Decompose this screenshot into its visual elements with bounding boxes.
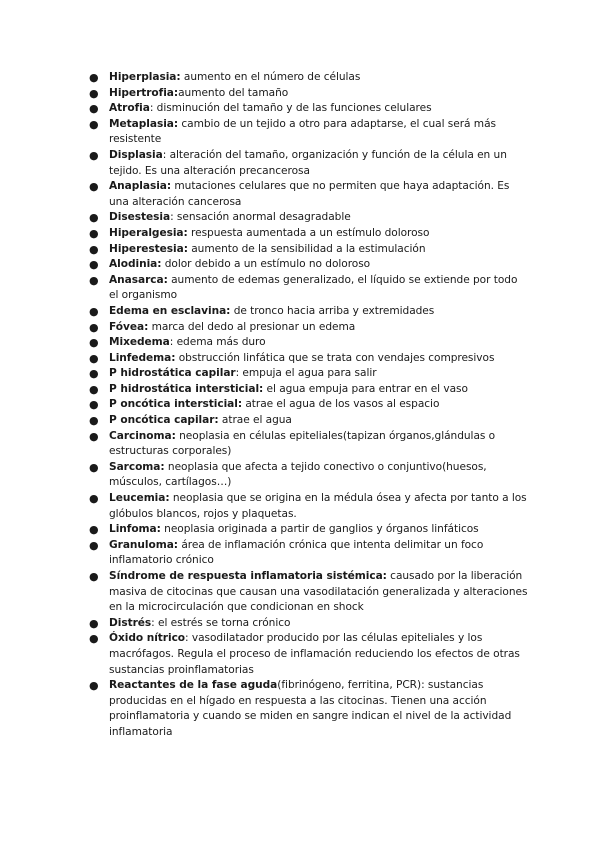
list-item: [89, 522, 529, 538]
term-label: Síndrome de respuesta inflamatoria sistémica:: [109, 570, 387, 582]
definition-text: : el estrés se torna crónico: [151, 616, 291, 629]
bullet-icon: ●: [89, 211, 99, 225]
term-label: Displasia: [109, 148, 163, 161]
bullet-icon: ●: [89, 180, 99, 194]
term-label: Linfedema:: [109, 351, 176, 364]
bullet-icon: ●: [89, 429, 99, 443]
bullet-icon: ●: [89, 679, 99, 693]
term-label: Hiperplasia:: [109, 71, 181, 83]
definitions-list: [89, 70, 529, 741]
term-label: P hidrostática intersticial:: [109, 382, 264, 395]
bullet-icon: ●: [89, 616, 99, 630]
term-label: Sarcoma:: [109, 460, 165, 473]
list-item: [89, 366, 529, 382]
list-item: [89, 257, 529, 273]
definition-text: atrae el agua de los vasos al espacio: [242, 398, 440, 411]
term-label: Distrés: [109, 616, 152, 629]
bullet-icon: ●: [89, 398, 99, 412]
definition-text: marca del dedo al presionar un edema: [148, 320, 356, 333]
bullet-icon: ●: [89, 71, 99, 84]
definition-text: obstrucción linfática que se trata con vendajes compresivos: [175, 351, 495, 364]
bullet-icon: ●: [89, 226, 99, 240]
bullet-icon: ●: [89, 258, 99, 272]
term-label: Granuloma:: [109, 538, 178, 551]
term-label: Linfoma:: [109, 523, 161, 536]
definition-text: : edema más duro: [169, 336, 266, 349]
term-label: Atrofia: [109, 102, 150, 115]
bullet-icon: ●: [89, 304, 99, 318]
bullet-icon: ●: [89, 117, 99, 131]
list-item: [89, 335, 529, 351]
list-item: [89, 273, 529, 304]
definition-text: causado por la liberación masiva de citocinas que causan una vasodilatación generalizada y alteraciones en la microcirculación que condicionan en shock: [109, 570, 528, 614]
definition-text: : empuja el agua para salir: [235, 367, 377, 380]
list-item: [89, 538, 529, 569]
definition-text: neoplasia en células epiteliales(tapizan órganos,glándulas o estructuras corporales): [109, 429, 496, 458]
list-item: [89, 226, 529, 242]
list-item: [89, 117, 529, 148]
term-label: Disestesia: [109, 211, 171, 224]
term-label: Hiperalgesia:: [109, 226, 188, 239]
list-item: [89, 631, 529, 678]
definition-text: neoplasia que afecta a tejido conectivo o conjuntivo(huesos, músculos, cartílagos…): [109, 460, 487, 489]
term-label: Hipertrofia:: [109, 86, 179, 99]
list-item: [89, 148, 529, 179]
list-item: [89, 320, 529, 336]
definition-text: respuesta aumentada a un estímulo doloroso: [187, 226, 430, 239]
list-item: [89, 413, 529, 429]
definition-text: : vasodilatador producido por las células epiteliales y los macrófagos. Regula el proceso de inflamación reduciendo los efectos de otras sustancias proinflamatorias: [109, 632, 520, 676]
term-label: Carcinoma:: [109, 429, 176, 442]
bullet-icon: ●: [89, 632, 99, 646]
term-label: Fóvea:: [109, 320, 149, 333]
bullet-icon: ●: [89, 242, 99, 256]
bullet-icon: ●: [89, 148, 99, 162]
definition-text: el agua empuja para entrar en el vaso: [263, 382, 468, 395]
bullet-icon: ●: [89, 86, 99, 100]
term-label: P oncótica intersticial:: [109, 398, 243, 411]
term-label: Hiperestesia:: [109, 242, 188, 255]
list-item: [89, 429, 529, 460]
term-label: Leucemia:: [109, 492, 170, 505]
term-label: Anasarca:: [109, 273, 168, 286]
bullet-icon: ●: [89, 570, 99, 583]
term-label: Edema en esclavina:: [109, 304, 231, 317]
term-label: Anaplasia:: [109, 180, 172, 193]
bullet-icon: ●: [89, 351, 99, 365]
definition-text: (fibrinógeno, ferritina, PCR): sustancias producidas en el hígado en respuesta a las citocinas. Tienen una acción proinflamatoria y cuando se miden en sangre indican el nivel de la actividad inflamatoria: [109, 679, 512, 738]
list-item: [89, 242, 529, 258]
definition-text: área de inflamación crónica que intenta delimitar un foco inflamatorio crónico: [109, 538, 484, 567]
list-item: [89, 304, 529, 320]
term-label: Mixedema: [109, 336, 170, 349]
list-item: [89, 397, 529, 413]
bullet-icon: ●: [89, 382, 99, 396]
list-item: [89, 569, 529, 616]
term-label: Óxido nítrico: [109, 632, 186, 645]
term-label: Reactantes de la fase aguda: [109, 679, 278, 692]
bullet-icon: ●: [89, 273, 99, 287]
bullet-icon: ●: [89, 102, 99, 116]
bullet-icon: ●: [89, 492, 99, 506]
list-item: [89, 351, 529, 367]
bullet-icon: ●: [89, 460, 99, 474]
list-item: [89, 179, 529, 210]
definition-text: cambio de un tejido a otro para adaptarse, el cual será más resistente: [109, 117, 496, 146]
bullet-icon: ●: [89, 320, 99, 334]
definition-text: : sensación anormal desagradable: [170, 211, 351, 224]
definition-text: aumento de edemas generalizado, el líquido se extiende por todo el organismo: [109, 273, 518, 302]
definition-text: : alteración del tamaño, organización y función de la célula en un tejido. Es una alteración precancerosa: [109, 148, 507, 177]
definition-text: de tronco hacia arriba y extremidades: [230, 304, 435, 317]
definition-text: mutaciones celulares que no permiten que haya adaptación. Es una alteración cancerosa: [109, 180, 510, 208]
definition-text: : disminución del tamaño y de las funciones celulares: [149, 102, 432, 115]
list-item: [89, 86, 529, 102]
list-item: [89, 382, 529, 398]
definition-text: neoplasia originada a partir de ganglios y órganos linfáticos: [160, 523, 479, 536]
term-label: P hidrostática capilar: [109, 367, 236, 380]
definition-text: aumento de la sensibilidad a la estimulación: [187, 242, 426, 255]
term-label: P oncótica capilar:: [109, 414, 219, 427]
bullet-icon: ●: [89, 414, 99, 428]
bullet-icon: ●: [89, 523, 99, 537]
list-item: [89, 210, 529, 226]
definition-text: dolor debido a un estímulo no doloroso: [161, 258, 371, 271]
bullet-icon: ●: [89, 336, 99, 350]
bullet-icon: ●: [89, 367, 99, 381]
definition-text: aumento en el número de células: [180, 71, 361, 83]
list-item: [89, 101, 529, 117]
term-label: Alodinia:: [109, 258, 162, 271]
list-item: [89, 70, 529, 86]
definition-text: aumento del tamaño: [178, 86, 289, 99]
list-item: [89, 616, 529, 632]
list-item: [89, 678, 529, 740]
list-item: [89, 491, 529, 522]
term-label: Metaplasia:: [109, 117, 179, 130]
definition-text: atrae el agua: [218, 414, 292, 427]
bullet-icon: ●: [89, 538, 99, 552]
list-item: [89, 460, 529, 491]
definition-text: neoplasia que se origina en la médula ósea y afecta por tanto a los glóbulos blancos, rojos y plaquetas.: [109, 492, 527, 520]
